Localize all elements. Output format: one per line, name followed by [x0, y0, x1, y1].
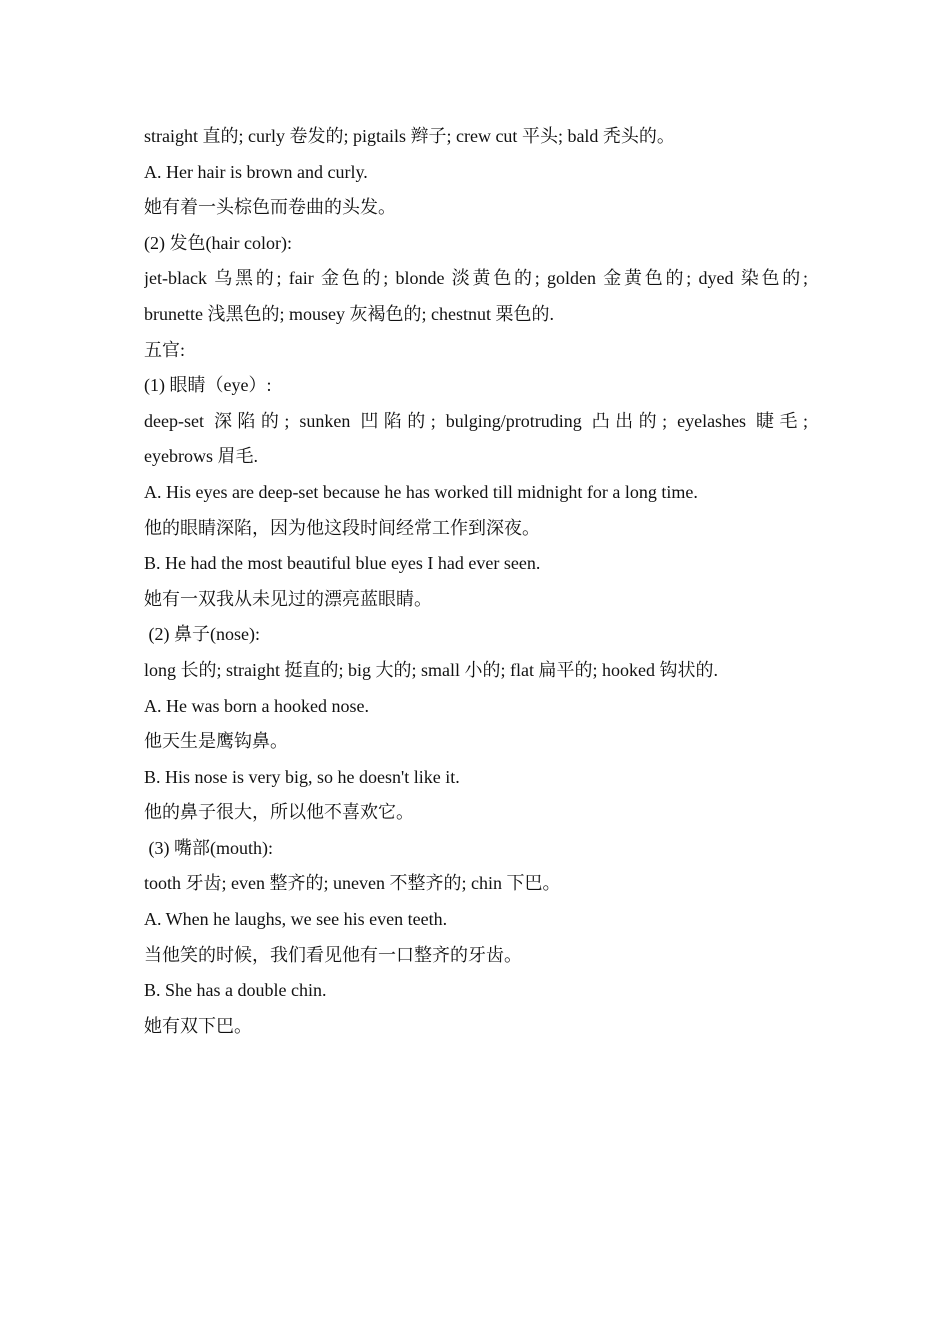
document-body [144, 119, 808, 1044]
hair-color-vocab-line: jet-black 乌黑的; fair 金色的; blonde 淡黄色的; golden 金黄色的; dyed 染色的; [144, 268, 808, 289]
example-translation: 他的鼻子很大，所以他不喜欢它。 [144, 802, 414, 823]
example-sentence: A. Her hair is brown and curly. [144, 161, 368, 182]
eyes-vocab-line: deep-set 深陷的; sunken 凹陷的; bulging/protruding 凸出的; eyelashes 睫毛; [144, 410, 808, 431]
hair-style-vocab-line: straight 直的; curly 卷发的; pigtails 辫子; crew cut 平头; bald 秃头的。 [144, 126, 675, 146]
section-heading-nose: (2) 鼻子(nose): [144, 624, 260, 645]
example-translation: 当他笑的时候，我们看见他有一口整齐的牙齿。 [144, 944, 522, 965]
example-sentence: A. His eyes are deep-set because he has worked till midnight for a long time. [144, 481, 698, 502]
section-heading-hair-color: (2) 发色(hair color): [144, 232, 292, 253]
section-heading-facial-features: 五官: [144, 339, 186, 360]
example-sentence: A. He was born a hooked nose. [144, 695, 369, 716]
example-translation: 她有着一头棕色而卷曲的头发。 [144, 197, 396, 218]
eyes-vocab-line: eyebrows 眉毛. [144, 446, 258, 467]
example-translation: 她有双下巴。 [144, 1015, 252, 1036]
example-sentence: B. He had the most beautiful blue eyes I had ever seen. [144, 553, 541, 574]
mouth-vocab-line: tooth 牙齿; even 整齐的; uneven 不整齐的; chin 下巴。 [144, 873, 561, 894]
example-translation: 他的眼睛深陷，因为他这段时间经常工作到深夜。 [144, 517, 540, 538]
example-sentence: B. His nose is very big, so he doesn't like it. [144, 766, 460, 787]
example-translation: 她有一双我从未见过的漂亮蓝眼睛。 [144, 588, 432, 609]
example-sentence: B. She has a double chin. [144, 980, 327, 1001]
section-heading-eyes: (1) 眼睛（eye）: [144, 375, 272, 396]
hair-color-vocab-line: brunette 浅黑色的; mousey 灰褐色的; chestnut 栗色的. [144, 303, 554, 324]
example-translation: 他天生是鹰钩鼻。 [144, 731, 288, 752]
example-sentence: A. When he laughs, we see his even teeth. [144, 909, 448, 930]
section-heading-mouth: (3) 嘴部(mouth): [144, 837, 273, 858]
nose-vocab-line: long 长的; straight 挺直的; big 大的; small 小的; flat 扁平的; hooked 钩状的. [144, 659, 718, 680]
